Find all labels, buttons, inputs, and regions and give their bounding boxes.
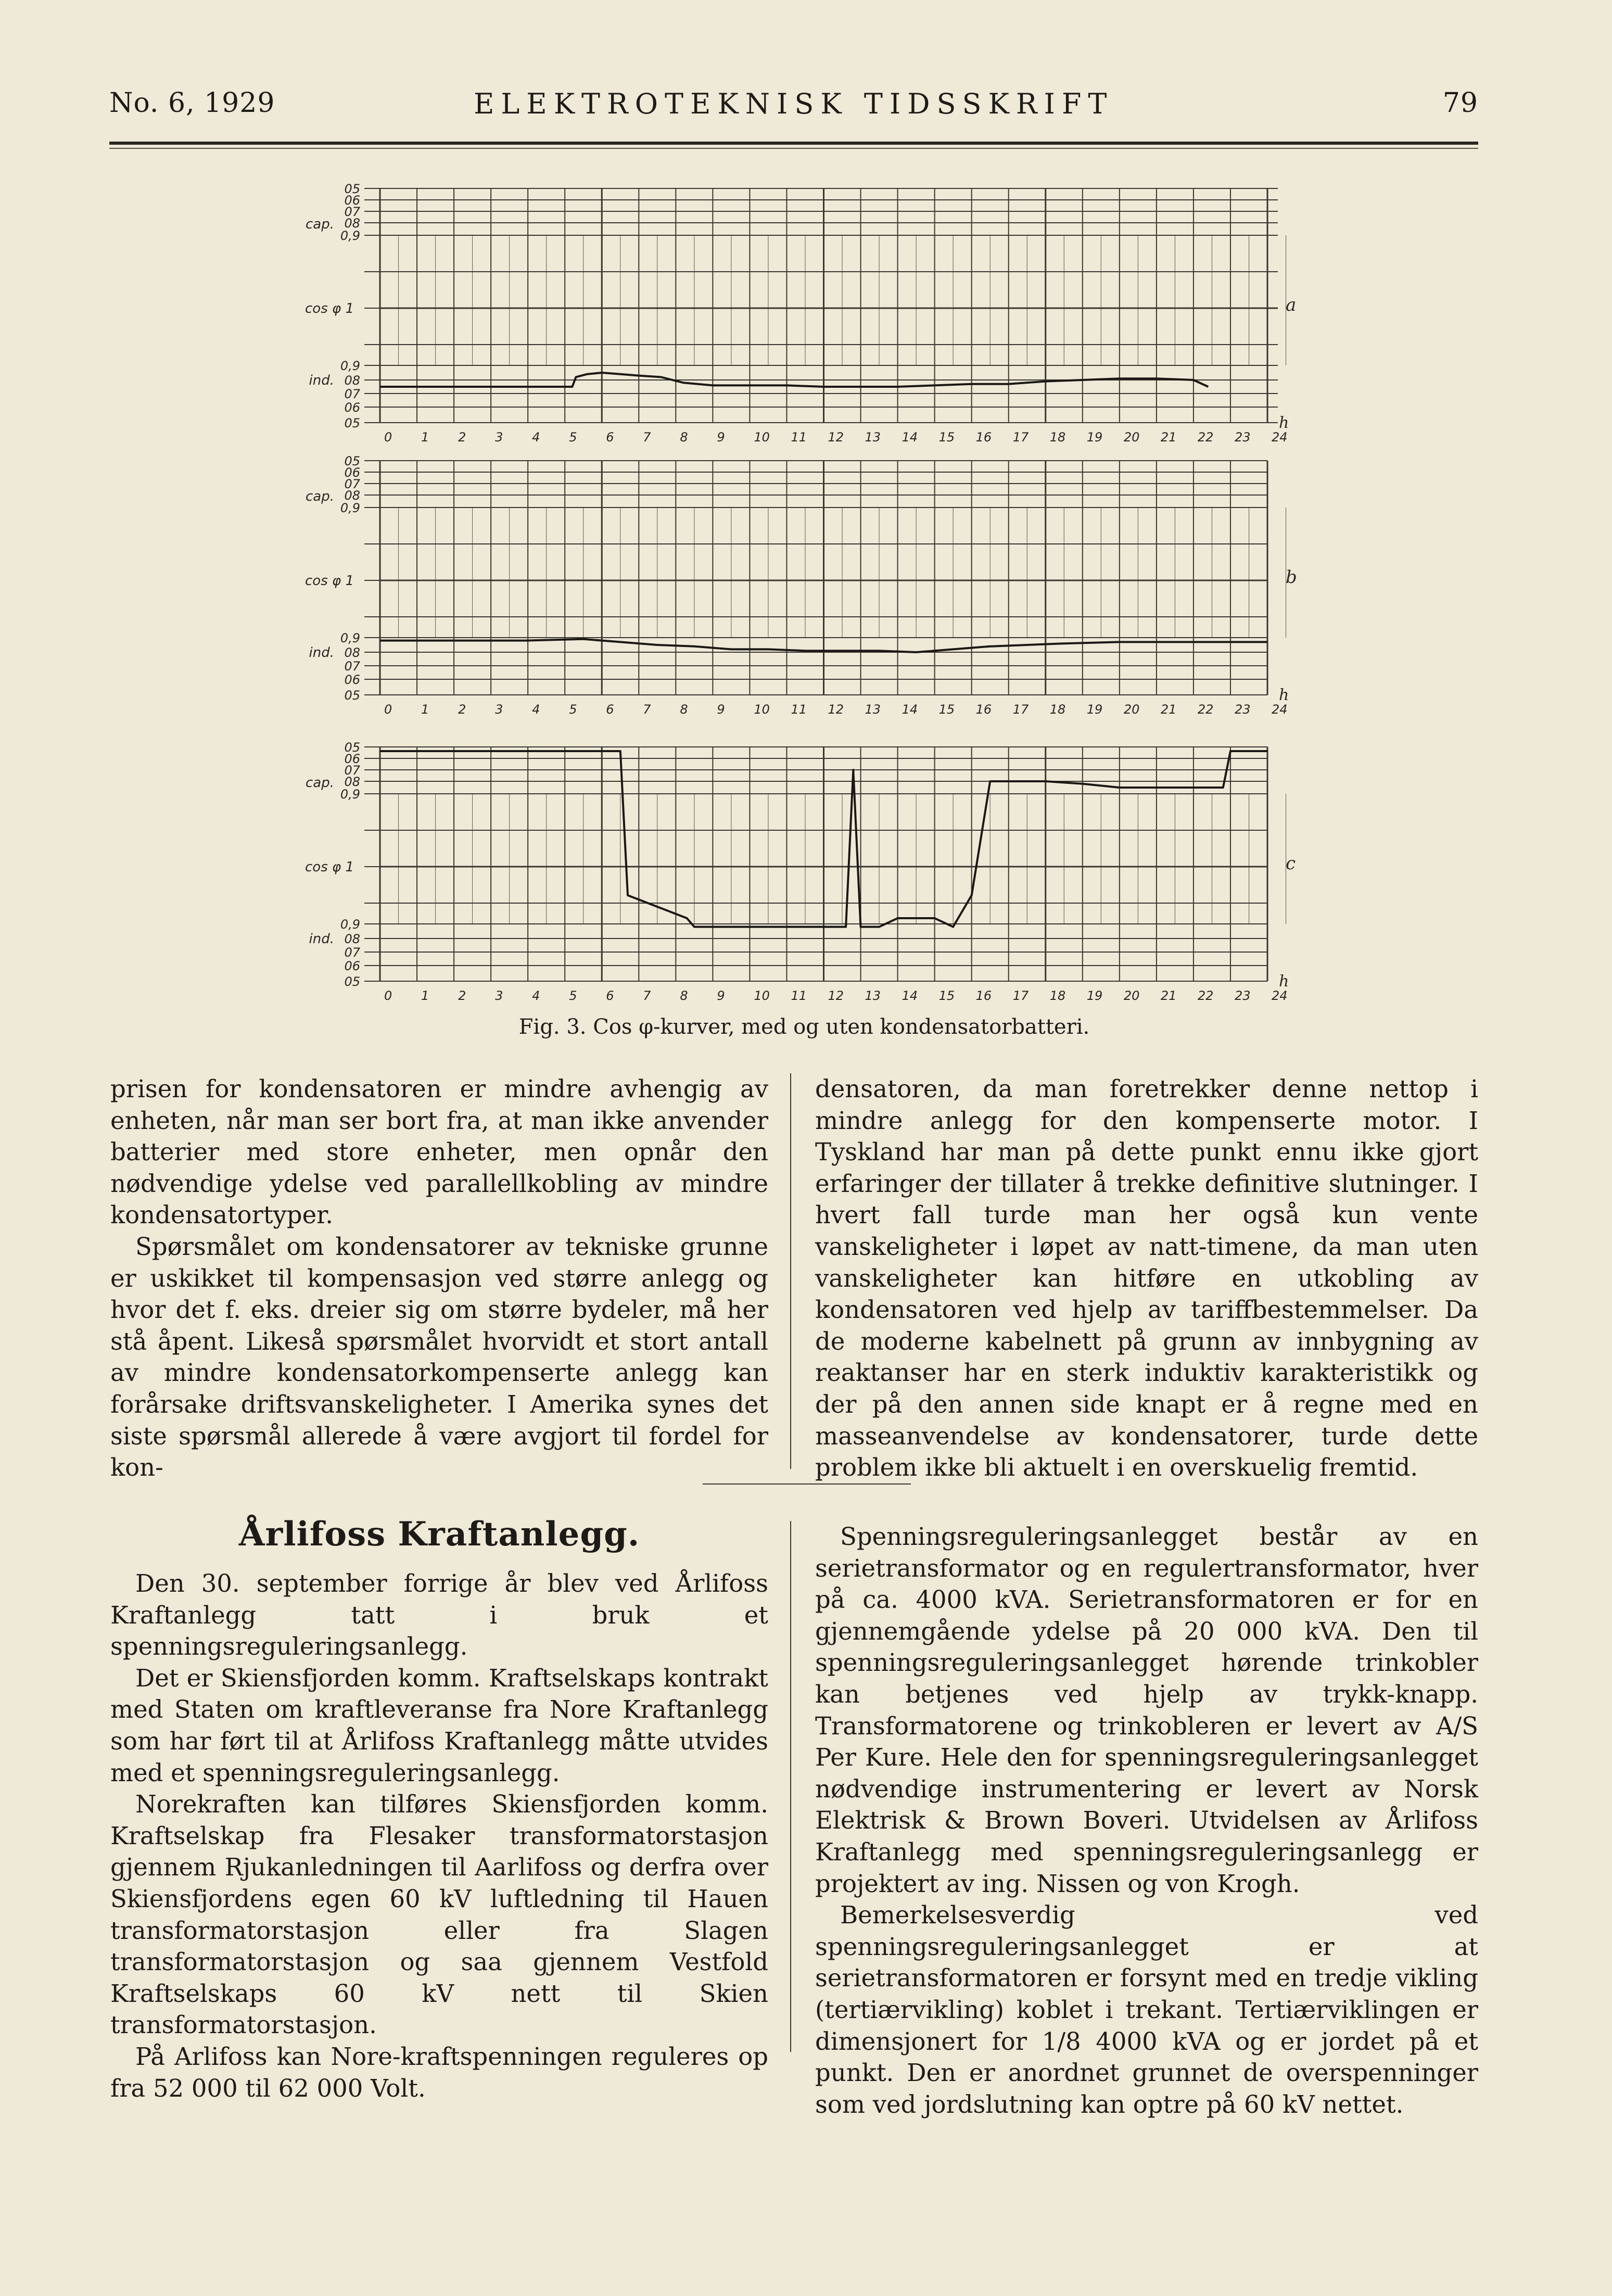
ind-label: ind. (309, 645, 334, 661)
hour-label: 11 (791, 702, 807, 717)
hour-label: 11 (791, 988, 807, 1003)
hour-label: 8 (680, 988, 688, 1003)
panel-letter: a (1286, 295, 1297, 315)
hour-label: 19 (1086, 988, 1103, 1003)
y-tick-label: 0,9 (340, 229, 360, 243)
hour-label: 1 (421, 430, 429, 445)
ind-label: ind. (309, 931, 334, 947)
hour-label: 10 (754, 430, 770, 445)
y-tick-label: 07 (344, 945, 360, 960)
hour-label: 13 (865, 988, 881, 1003)
journal-title: ELEKTROTEKNISK TIDSSKRIFT (474, 87, 1114, 120)
hour-label: 0 (384, 702, 392, 717)
hour-label: 4 (532, 430, 540, 445)
hour-label: 15 (938, 702, 955, 717)
hour-label: 20 (1123, 702, 1140, 717)
hour-label: 17 (1012, 702, 1029, 717)
header-rule-thin (109, 148, 1478, 149)
cos-phi-charts (281, 156, 1327, 1010)
header-rule (109, 142, 1478, 145)
hour-unit-label: h (1279, 414, 1289, 432)
y-tick-label: 08 (344, 373, 360, 388)
hour-label: 5 (569, 988, 577, 1003)
hour-label: 10 (754, 702, 770, 717)
hour-label: 13 (865, 702, 881, 717)
y-tick-label: 05 (344, 740, 360, 755)
y-tick-label: 07 (344, 659, 360, 674)
y-tick-label: 08 (344, 932, 360, 946)
paragraph: På Arlifoss kan Nore-kraftspenningen reguleres op fra 52 000 til 62 000 Volt. (110, 2042, 768, 2102)
hour-label: 10 (754, 988, 770, 1003)
hour-label: 20 (1123, 430, 1140, 445)
hour-label: 5 (569, 430, 577, 445)
hour-label: 13 (865, 430, 881, 445)
cos-phi-label: cos φ 1 (305, 573, 354, 589)
y-tick-label: 07 (344, 477, 360, 491)
hour-label: 18 (1049, 430, 1066, 445)
y-tick-label: 0,9 (340, 359, 360, 373)
y-tick-label: 08 (344, 645, 360, 660)
hour-label: 15 (938, 430, 955, 445)
y-tick-label: 05 (344, 416, 360, 430)
hour-label: 23 (1234, 988, 1251, 1003)
hour-label: 18 (1049, 988, 1066, 1003)
hour-label: 7 (643, 988, 651, 1003)
y-tick-label: 07 (344, 205, 360, 219)
hour-label: 4 (532, 702, 540, 717)
figure-caption: Fig. 3. Cos φ-kurver, med og uten kondensatorbatteri. (518, 1015, 1090, 1039)
section-rule (703, 1483, 911, 1485)
y-tick-label: 06 (344, 752, 360, 766)
running-head (109, 87, 1478, 124)
hour-label: 24 (1272, 988, 1288, 1003)
y-tick-label: 0,9 (340, 501, 360, 515)
hour-label: 0 (384, 988, 392, 1003)
hour-label: 8 (680, 702, 688, 717)
hour-label: 22 (1197, 430, 1214, 445)
y-tick-label: 05 (344, 182, 360, 196)
hour-label: 12 (828, 702, 844, 717)
column-left-top (110, 1073, 768, 1483)
hour-label: 3 (495, 430, 503, 445)
y-tick-label: 05 (344, 974, 360, 989)
hour-label: 3 (495, 988, 503, 1003)
column-left-bottom (110, 1568, 768, 2104)
issue-label: No. 6, 1929 (109, 87, 275, 119)
paragraph: densatoren, da man foretrekker denne nettop i mindre anlegg for den kompenserte motor. I Tyskland har man på dette punkt ennu ikke gjort erfaringer der tillater å trekke definitive slutninger. I hvert fall turde man her også kun vente vanskeligheter i løpet av natt-timene, da man uten vanskeligheter kan hitføre en utkobling av kondensatoren ved hjelp av tariffbestemmelser. Da de moderne kabelnett på grunn av innbygning av reaktanser har en sterk induktiv karakteristikk og der på den annen side knapt er å regne med en masseanvendelse av kondensatorer, turde dette problem ikke bli aktuelt i en overskuelig fremtid. (815, 1075, 1478, 1482)
cos-phi-label: cos φ 1 (305, 301, 354, 316)
hour-label: 3 (495, 702, 503, 717)
paragraph: Spenningsreguleringsanlegget består av en serietransformator og en regulertransformator, hver på ca. 4000 kVA. Serietransformatoren er for en gjennemgående ydelse på 20 000 kVA. Den til spenningsreguleringsanlegget hørende trinkobler kan betjenes ved hjelp av trykk-knapp. Transformatorene og trinkobleren er levert av A/S Per Kure. Hele den for spenningsreguleringsanlegget nødvendige instrumentering er levert av Norsk Elektrisk & Brown Boveri. Utvidelsen av Årlifoss Kraftanlegg med spenningsreguleringsanlegg er projektert av ing. Nissen og von Krogh. (815, 1523, 1478, 1898)
panel-letter: b (1286, 567, 1297, 588)
hour-label: 9 (717, 702, 725, 717)
hour-label: 2 (458, 988, 466, 1003)
hour-label: 19 (1086, 430, 1103, 445)
hour-label: 0 (384, 430, 392, 445)
hour-label: 21 (1160, 430, 1177, 445)
hour-label: 4 (532, 988, 540, 1003)
page-number: 79 (1442, 87, 1478, 119)
hour-label: 16 (975, 988, 992, 1003)
hour-label: 18 (1049, 702, 1066, 717)
figure-3 (281, 156, 1327, 1041)
hour-label: 7 (643, 702, 651, 717)
hour-label: 6 (606, 988, 614, 1003)
y-tick-label: 0,9 (340, 631, 360, 645)
y-tick-label: 08 (344, 488, 360, 503)
hour-label: 23 (1234, 430, 1251, 445)
cap-label: cap. (306, 775, 334, 791)
y-tick-label: 05 (344, 454, 360, 468)
y-tick-label: 05 (344, 688, 360, 703)
hour-label: 19 (1086, 702, 1103, 717)
hour-label: 2 (458, 702, 466, 717)
paragraph: Spørsmålet om kondensatorer av tekniske grunne er uskikket til kompensasjon ved større anlegg og hvor det f. eks. dreier sig om større bydeler, må her stå åpent. Likeså spørsmålet hvorvidt et stort antall av mindre kondensatorkompenserte anlegg kan forårsake driftsvanskeligheter. I Amerika synes det siste spørsmål allerede å være avgjort til fordel for kon- (110, 1232, 768, 1482)
hour-label: 9 (717, 430, 725, 445)
panel-letter: c (1286, 853, 1296, 874)
paragraph: Det er Skiensfjorden komm. Kraftselskaps kontrakt med Staten om kraftleveranse fra Nore Kraftanlegg som har ført til at Årlifoss Kraftanlegg måtte utvides med et spenningsreguleringsanlegg. (110, 1664, 768, 1787)
y-tick-label: 08 (344, 775, 360, 789)
y-tick-label: 08 (344, 216, 360, 231)
hour-label: 11 (791, 430, 807, 445)
hour-label: 12 (828, 430, 844, 445)
y-tick-label: 06 (344, 959, 360, 973)
cap-label: cap. (306, 489, 334, 504)
hour-label: 15 (938, 988, 955, 1003)
cos-phi-label: cos φ 1 (305, 859, 354, 875)
hour-label: 9 (717, 988, 725, 1003)
hour-label: 21 (1160, 988, 1177, 1003)
y-tick-label: 0,9 (340, 787, 360, 802)
y-tick-label: 06 (344, 193, 360, 208)
y-tick-label: 07 (344, 387, 360, 401)
hour-label: 5 (569, 702, 577, 717)
column-divider-top (790, 1073, 791, 1469)
hour-label: 14 (902, 988, 918, 1003)
paragraph: Norekraften kan tilføres Skiensfjorden komm. Kraftselskap fra Flesaker transformatorstasjon gjennem Rjukanledningen til Aarlifoss og derfra over Skiensfjordens egen 60 kV luftledning til Hauen transformatorstasjon eller fra Slagen transformatorstasjon og saa gjennem Vestfold Kraftselskaps 60 kV nett til Skien transformatorstasjon. (110, 1790, 768, 2039)
hour-label: 6 (606, 430, 614, 445)
hour-label: 20 (1123, 988, 1140, 1003)
hour-unit-label: h (1279, 972, 1289, 991)
hour-label: 12 (828, 988, 844, 1003)
article-heading: Årlifoss Kraftanlegg. (238, 1515, 640, 1554)
ind-label: ind. (309, 373, 334, 388)
hour-label: 24 (1272, 430, 1288, 445)
column-right-bottom (815, 1521, 1478, 2120)
hour-label: 14 (902, 702, 918, 717)
hour-label: 22 (1197, 702, 1214, 717)
cap-label: cap. (306, 217, 334, 232)
y-tick-label: 06 (344, 465, 360, 480)
y-tick-label: 0,9 (340, 917, 360, 932)
hour-label: 17 (1012, 988, 1029, 1003)
hour-label: 1 (421, 988, 429, 1003)
hour-label: 17 (1012, 430, 1029, 445)
column-right-top (815, 1073, 1478, 1483)
hour-label: 8 (680, 430, 688, 445)
paragraph: Bemerkelsesverdig ved spenningsreguleringsanlegget er at serietransformatoren er forsynt med en tredje vikling (tertiærvikling) koblet i trekant. Tertiærviklingen er dimensjonert for 1/8 4000 kVA og er jordet på et punkt. Den er anordnet grunnet de overspenninger som ved jordslutning kan optre på 60 kV nettet. (815, 1901, 1478, 2119)
paragraph: prisen for kondensatoren er mindre avhengig av enheten, når man ser bort fra, at man ikke anvender batterier med store enheter, men opnår den nødvendige ydelse ved parallellkobling av mindre kondensatortyper. (110, 1075, 768, 1229)
y-tick-label: 07 (344, 763, 360, 778)
hour-label: 1 (421, 702, 429, 717)
y-tick-label: 06 (344, 400, 360, 415)
hour-label: 21 (1160, 702, 1177, 717)
hour-label: 16 (975, 702, 992, 717)
hour-label: 16 (975, 430, 992, 445)
hour-label: 22 (1197, 988, 1214, 1003)
hour-label: 24 (1272, 702, 1288, 717)
hour-label: 2 (458, 430, 466, 445)
hour-label: 7 (643, 430, 651, 445)
column-divider-bottom (790, 1521, 791, 2052)
hour-label: 23 (1234, 702, 1251, 717)
hour-unit-label: h (1279, 686, 1289, 704)
hour-label: 6 (606, 702, 614, 717)
hour-label: 14 (902, 430, 918, 445)
y-tick-label: 06 (344, 673, 360, 687)
paragraph: Den 30. september forrige år blev ved Årlifoss Kraftanlegg tatt i bruk et spenningsreguleringsanlegg. (110, 1569, 768, 1661)
